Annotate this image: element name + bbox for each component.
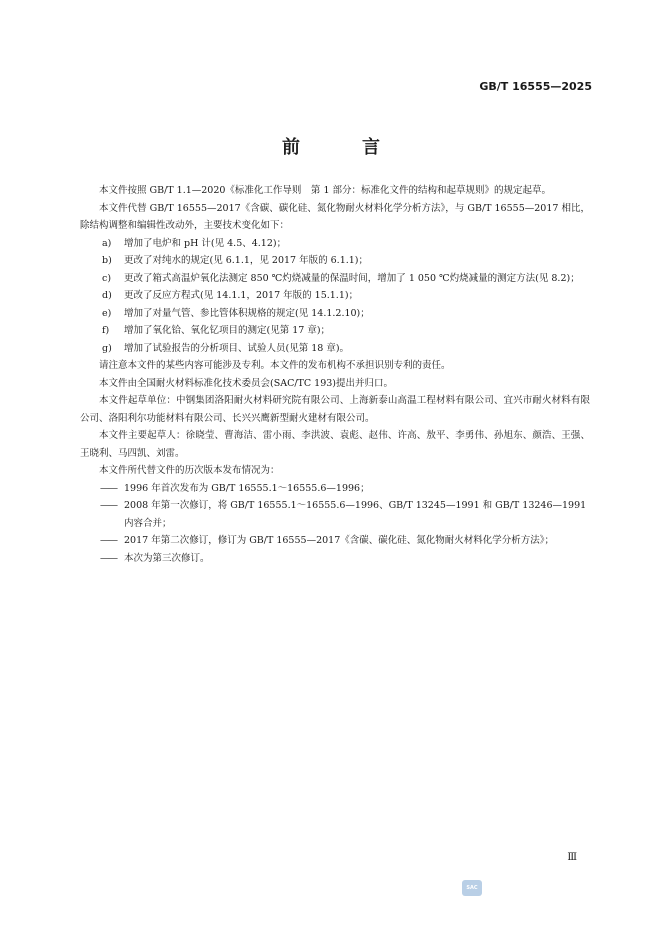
list-marker: g) bbox=[102, 342, 112, 354]
history-item bbox=[80, 497, 590, 532]
history-item-text: 1996 年首次发布为 GB/T 16555.1～16555.6—1996； bbox=[124, 482, 370, 494]
paragraph-drafting-rules: 本文件按照 GB/T 1.1—2020《标准化工作导则 第 1 部分：标准化文件的结构和起草规则》的规定起草。 bbox=[99, 185, 552, 196]
list-item bbox=[80, 270, 590, 288]
list-item bbox=[80, 287, 590, 305]
page-title: 前 言 bbox=[282, 137, 402, 158]
paragraph-replacement: 本文件代替 GB/T 16555—2017《含碳、碳化硅、氮化物耐火材料化学分析方法》，与 GB/T 16555—2017 相比，除结构调整和编辑性改动外，主要技术变化如下： bbox=[80, 202, 590, 231]
list-marker: b) bbox=[102, 255, 112, 266]
foreword-body bbox=[80, 182, 590, 567]
history-list bbox=[80, 480, 590, 568]
logo-text: SAC bbox=[466, 885, 478, 891]
list-item bbox=[80, 305, 590, 323]
dash-marker: —— bbox=[100, 482, 117, 494]
list-item-text: 增加了对量气管、参比管体积规格的规定(见 14.1.2.10)； bbox=[124, 307, 370, 319]
dash-marker: —— bbox=[100, 500, 117, 511]
standard-number: GB/T 16555—2025 bbox=[479, 80, 592, 93]
list-item-text: 增加了氧化铪、氧化钇项目的测定(见第 17 章)； bbox=[124, 325, 331, 336]
list-item-text: 更改了反应方程式(见 14.1.1，2017 年版的 15.1.1)； bbox=[124, 290, 359, 301]
list-item-text: 更改了箱式高温炉氧化法测定 850 ℃灼烧减量的保温时间，增加了 1 050 ℃灼烧减量的测定方法(见 8.2)； bbox=[124, 272, 580, 284]
paragraph-proposer: 本文件由全国耐火材料标准化技术委员会(SAC/TC 193)提出并归口。 bbox=[99, 377, 394, 389]
dash-marker: —— bbox=[100, 552, 117, 564]
history-item bbox=[80, 532, 590, 550]
paragraph-patent-notice: 请注意本文件的某些内容可能涉及专利。本文件的发布机构不承担识别专利的责任。 bbox=[99, 360, 451, 371]
history-item-text: 2017 年第二次修订，修订为 GB/T 16555—2017《含碳、碳化硅、氮化物耐火材料化学分析方法》； bbox=[124, 535, 554, 546]
list-marker: f) bbox=[102, 325, 110, 336]
history-item bbox=[80, 550, 590, 568]
page-number: Ⅲ bbox=[567, 852, 577, 863]
sac-logo-icon bbox=[462, 880, 482, 896]
list-item-text: 更改了对纯水的规定(见 6.1.1，见 2017 年版的 6.1.1)； bbox=[124, 255, 369, 266]
paragraph-drafting-units: 本文件起草单位：中钢集团洛阳耐火材料研究院有限公司、上海新泰山高温工程材料有限公司、宜兴市耐火材料有限公司、洛阳利尔功能材料有限公司、长兴兴鹰新型耐火建材有限公司。 bbox=[80, 395, 590, 424]
paragraph-drafters: 本文件主要起草人：徐晓莹、曹海洁、雷小雨、李洪波、袁彪、赵伟、许高、敖平、李勇伟、孙旭东、颜浩、王强、王晓利、马四凯、刘雷。 bbox=[80, 430, 590, 459]
list-marker: a) bbox=[102, 237, 112, 249]
list-item bbox=[80, 340, 590, 358]
list-item-text: 增加了试验报告的分析项目、试验人员(见第 18 章)。 bbox=[124, 342, 350, 354]
list-marker: d) bbox=[102, 290, 112, 301]
list-item bbox=[80, 322, 590, 340]
dash-marker: —— bbox=[100, 535, 117, 546]
list-marker: e) bbox=[102, 307, 112, 319]
list-item bbox=[80, 235, 590, 253]
history-item-text: 本次为第三次修订。 bbox=[124, 552, 210, 564]
list-item-text: 增加了电炉和 pH 计(见 4.5、4.12)； bbox=[124, 237, 287, 249]
changes-list bbox=[80, 235, 590, 358]
paragraph-history-intro: 本文件所代替文件的历次版本发布情况为： bbox=[99, 465, 280, 476]
list-item bbox=[80, 252, 590, 270]
history-item bbox=[80, 480, 590, 498]
list-marker: c) bbox=[102, 272, 112, 284]
history-item-text: 2008 年第一次修订，将 GB/T 16555.1～16555.6—1996、GB/T 13245—1991 和 GB/T 13246—1991 内容合并； bbox=[124, 500, 587, 529]
